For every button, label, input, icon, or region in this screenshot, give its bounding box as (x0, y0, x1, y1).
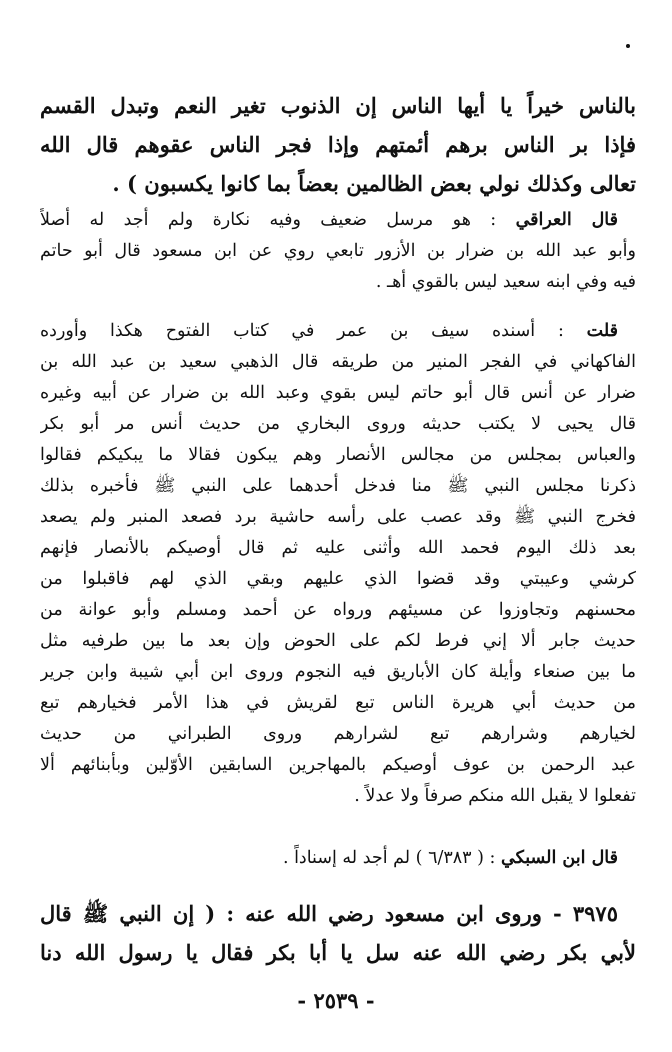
text-line: حديث جابر ألا إني فرط لكم على الحوض وإن بعد ما بين طرفيه مثل (40, 631, 636, 651)
text-line: بالناس خيراً يا أيها الناس إن الذنوب تغير النعم وتبدل القسم (40, 93, 636, 118)
text-line: قال يحيى لا يكتب حديثه وروى البخاري من حديث أنس مر أبو بكر (40, 414, 636, 434)
text-line: لخيارهم وشرارهم تبع لشرارهم وروى الطبراني من حديث (40, 724, 636, 744)
text-line: فيه وفي ابنه سعيد ليس بالقوي أهـ . (375, 272, 636, 292)
qult-heading: قلت (586, 321, 618, 341)
iraqi-commentary (40, 205, 636, 298)
text-line: ضرار عن أنس قال أبو حاتم ليس بقوي وعبد الله بن ضرار عن أبيه وغيره (40, 383, 636, 403)
subki-heading: قال ابن السبكي (501, 848, 618, 868)
text-line: لأبي بكر رضي الله عنه سل يا أبا بكر فقال يا رسول الله دنا (40, 940, 636, 965)
subki-text: : ( ٦/٣٨٣ ) لم أجد له إسناداً . (282, 848, 496, 868)
text-line: والعباس بمجلس من مجالس الأنصار وهم يبكون فقالا ما يبكيكم فقالوا (40, 445, 636, 465)
hadith-text: - وروى ابن مسعود رضي الله عنه : ( إن النبي ﷺ قال (40, 901, 562, 926)
subki-commentary (40, 843, 636, 874)
text-line: محسنهم وتجاوزوا عن مسيئهم ورواه عن أحمد ومسلم وأبو عوانة من (40, 600, 636, 620)
text-line: من حديث أبي هريرة الناس تبع لقريش في هذا الأمر فخيارهم تبع (40, 693, 636, 713)
text-line: بعد ذلك اليوم فحمد الله وأثنى عليه ثم قال أوصيكم بالأنصار فإنهم (40, 538, 636, 558)
text-line: تفعلوا لا يقبل الله منكم صرفاً ولا عدلاً . (354, 786, 636, 806)
opening-paragraph (40, 86, 636, 203)
qult-text: : أسنده سيف بن عمر في كتاب الفتوح هكذا وأورده (40, 321, 564, 341)
text-line: عبد الرحمن بن عوف أوصيكم بالمهاجرين السابقين الأوّلين وبأبنائهم ألا (40, 755, 636, 775)
text-line: فخرج النبي ﷺ وقد عصب على رأسه حاشية برد فصعد المنبر ولم يصعد (40, 507, 636, 527)
hadith-number: ٣٩٧٥ (572, 901, 618, 926)
text-line: تعالى وكذلك نولي بعض الظالمين بعضاً بما كانوا يكسبون ) . (112, 171, 636, 196)
text-line: فإذا بر الناس برهم أئمتهم وإذا فجر الناس عقوهم قال الله (40, 132, 636, 157)
text-line: ما بين صنعاء وأيلة كان الأباريق فيه النجوم وروى ابن أبي شيبة وابن جرير (40, 662, 636, 682)
text-line (40, 205, 636, 236)
text-line (40, 843, 636, 874)
text-line: ذكرنا مجلس النبي ﷺ منا فدخل أحدهما على النبي ﷺ فأخبره بذلك (40, 476, 636, 496)
iraqi-text: : هو مرسل ضعيف وفيه نكارة ولم أجد له أصلاً (40, 210, 497, 230)
text-line: الفاكهاني في الفجر المنير من طريقه قال الذهبي سعيد بن عبد الله بن (40, 352, 636, 372)
text-line (40, 894, 636, 933)
hadith-entry (40, 894, 636, 972)
text-line: وأبو عبد الله بن ضرار بن الأزور تابعي روي عن ابن مسعود قال أبو حاتم (40, 241, 636, 261)
margin-dot (626, 44, 630, 48)
iraqi-heading: قال العراقي (515, 210, 618, 230)
text-line (40, 316, 636, 347)
text-line: كرشي وعيبتي وقد قضوا الذي عليهم وبقي الذي لهم فاقبلوا من (40, 569, 636, 589)
page-number: - ٢٥٣٩ - (297, 988, 375, 1013)
author-commentary (40, 316, 636, 812)
